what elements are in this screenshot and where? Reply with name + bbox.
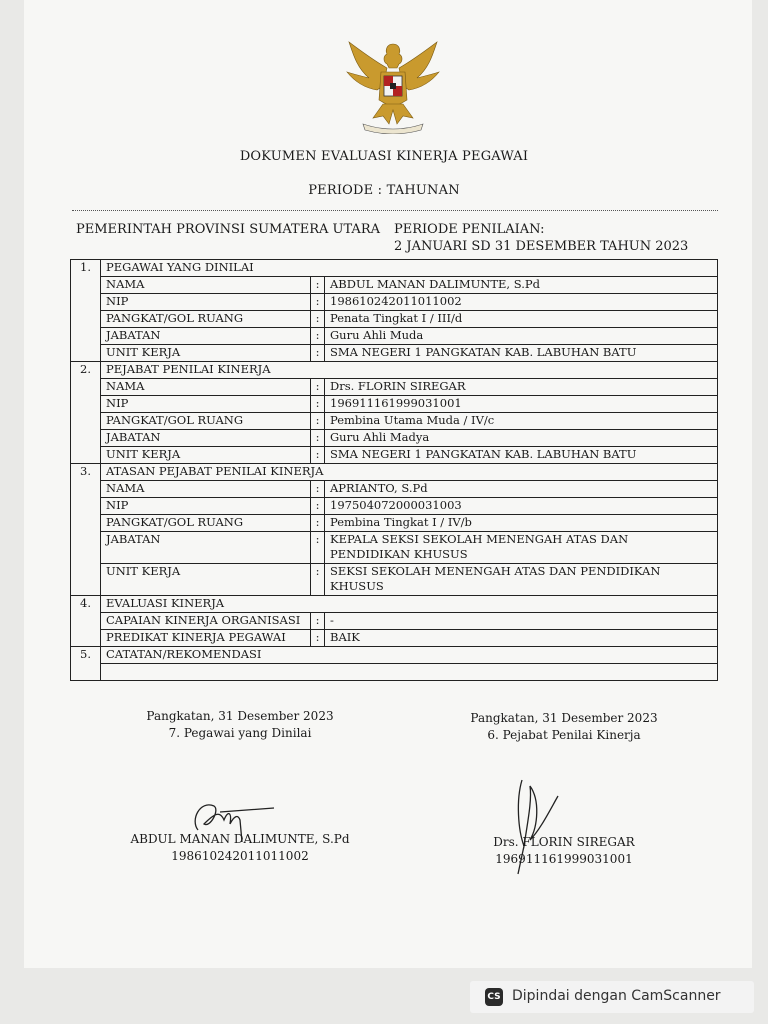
- document-title: DOKUMEN EVALUASI KINERJA PEGAWAI: [239, 149, 529, 164]
- divider: [72, 210, 718, 211]
- evaluation-table: [70, 259, 718, 681]
- period-type: PERIODE : TAHUNAN: [308, 183, 460, 198]
- table-row: [71, 345, 718, 362]
- table-row: [71, 564, 718, 596]
- field-value: APRIANTO, S.Pd: [325, 481, 718, 498]
- field-value: [325, 532, 718, 564]
- table-row: [71, 430, 718, 447]
- colon: :: [311, 481, 325, 498]
- right-signer-name: Drs. FLORIN SIREGAR: [493, 835, 635, 849]
- colon: :: [311, 328, 325, 345]
- field-value: SMA NEGERI 1 PANGKATAN KAB. LABUHAN BATU: [325, 447, 718, 464]
- section-number: 1.: [71, 260, 101, 277]
- table-row: [71, 396, 718, 413]
- section-title: CATATAN/REKOMENDASI: [101, 647, 718, 664]
- section-number: 4.: [71, 596, 101, 613]
- periode-penilaian-label: PERIODE PENILAIAN:: [394, 222, 545, 237]
- table-row: [71, 413, 718, 430]
- field-label: JABATAN: [101, 328, 311, 345]
- field-label: UNIT KERJA: [101, 345, 311, 362]
- instansi-label: PEMERINTAH PROVINSI SUMATERA UTARA: [76, 222, 380, 237]
- field-value: [325, 564, 718, 596]
- field-value: SMA NEGERI 1 PANGKATAN KAB. LABUHAN BATU: [325, 345, 718, 362]
- colon: :: [311, 294, 325, 311]
- table-row: [71, 379, 718, 396]
- section-title: PEGAWAI YANG DINILAI: [101, 260, 718, 277]
- field-value-line: SEKSI SEKOLAH MENENGAH ATAS DAN PENDIDIKAN: [330, 564, 661, 578]
- section-row: [71, 260, 718, 277]
- field-value: Drs. FLORIN SIREGAR: [325, 379, 718, 396]
- field-label: NIP: [101, 294, 311, 311]
- section-row: [71, 464, 718, 481]
- colon: :: [311, 630, 325, 647]
- table-row: [71, 498, 718, 515]
- table-row: [71, 664, 718, 681]
- field-label: UNIT KERJA: [101, 564, 311, 596]
- table-row: [71, 532, 718, 564]
- section-title: ATASAN PEJABAT PENILAI KINERJA: [101, 464, 718, 481]
- colon: :: [311, 613, 325, 630]
- field-value: BAIK: [325, 630, 718, 647]
- camscanner-logo-icon: CS: [485, 988, 503, 1006]
- table-row: [71, 277, 718, 294]
- table-row: [71, 613, 718, 630]
- colon: :: [311, 532, 325, 564]
- field-value: -: [325, 613, 718, 630]
- field-label: NIP: [101, 498, 311, 515]
- field-label: NAMA: [101, 277, 311, 294]
- section-title: EVALUASI KINERJA: [101, 596, 718, 613]
- right-place-date: Pangkatan, 31 Desember 2023: [470, 711, 658, 725]
- colon: :: [311, 515, 325, 532]
- section-number: 2.: [71, 362, 101, 379]
- field-label: CAPAIAN KINERJA ORGANISASI: [101, 613, 311, 630]
- notes-field: [101, 664, 718, 681]
- colon: :: [311, 498, 325, 515]
- field-value-line: PENDIDIKAN KHUSUS: [330, 547, 468, 561]
- table-row: [71, 630, 718, 647]
- periode-penilaian-value: 2 JANUARI SD 31 DESEMBER TAHUN 2023: [394, 239, 689, 254]
- left-signer-nip: 198610242011011002: [171, 849, 309, 863]
- field-label: NIP: [101, 396, 311, 413]
- left-place-date: Pangkatan, 31 Desember 2023: [146, 709, 334, 723]
- table-row: [71, 328, 718, 345]
- field-value: Penata Tingkat I / III/d: [325, 311, 718, 328]
- field-value-line: KHUSUS: [330, 579, 384, 593]
- section-number: 3.: [71, 464, 101, 481]
- garuda-emblem-icon: [343, 38, 443, 134]
- field-label: PANGKAT/GOL RUANG: [101, 515, 311, 532]
- field-value: Guru Ahli Madya: [325, 430, 718, 447]
- field-value: Pembina Utama Muda / IV/c: [325, 413, 718, 430]
- field-label: PANGKAT/GOL RUANG: [101, 413, 311, 430]
- section-row: [71, 596, 718, 613]
- field-value: ABDUL MANAN DALIMUNTE, S.Pd: [325, 277, 718, 294]
- right-signer-role: 6. Pejabat Penilai Kinerja: [487, 728, 641, 742]
- field-value: 196911161999031001: [325, 396, 718, 413]
- colon: :: [311, 447, 325, 464]
- field-label: UNIT KERJA: [101, 447, 311, 464]
- camscanner-badge: [470, 981, 754, 1013]
- field-label: NAMA: [101, 481, 311, 498]
- colon: :: [311, 311, 325, 328]
- field-label: PREDIKAT KINERJA PEGAWAI: [101, 630, 311, 647]
- section-title: PEJABAT PENILAI KINERJA: [101, 362, 718, 379]
- field-label: NAMA: [101, 379, 311, 396]
- camscanner-text: Dipindai dengan CamScanner: [512, 988, 721, 1004]
- table-row: [71, 311, 718, 328]
- section-number: 5.: [71, 647, 101, 664]
- colon: :: [311, 430, 325, 447]
- field-value: 198610242011011002: [325, 294, 718, 311]
- field-label: JABATAN: [101, 430, 311, 447]
- field-value-line: KEPALA SEKSI SEKOLAH MENENGAH ATAS DAN: [330, 532, 629, 546]
- field-value: Guru Ahli Muda: [325, 328, 718, 345]
- section-row: [71, 647, 718, 664]
- section-row: [71, 362, 718, 379]
- right-signer-nip: 196911161999031001: [495, 852, 633, 866]
- colon: :: [311, 413, 325, 430]
- field-label: PANGKAT/GOL RUANG: [101, 311, 311, 328]
- left-signer-name: ABDUL MANAN DALIMUNTE, S.Pd: [130, 832, 350, 846]
- colon: :: [311, 564, 325, 596]
- table-row: [71, 447, 718, 464]
- colon: :: [311, 379, 325, 396]
- table-row: [71, 294, 718, 311]
- left-signer-role: 7. Pegawai yang Dinilai: [168, 726, 312, 740]
- colon: :: [311, 277, 325, 294]
- colon: :: [311, 396, 325, 413]
- colon: :: [311, 345, 325, 362]
- field-value: 197504072000031003: [325, 498, 718, 515]
- table-row: [71, 481, 718, 498]
- table-row: [71, 515, 718, 532]
- field-label: JABATAN: [101, 532, 311, 564]
- field-value: Pembina Tingkat I / IV/b: [325, 515, 718, 532]
